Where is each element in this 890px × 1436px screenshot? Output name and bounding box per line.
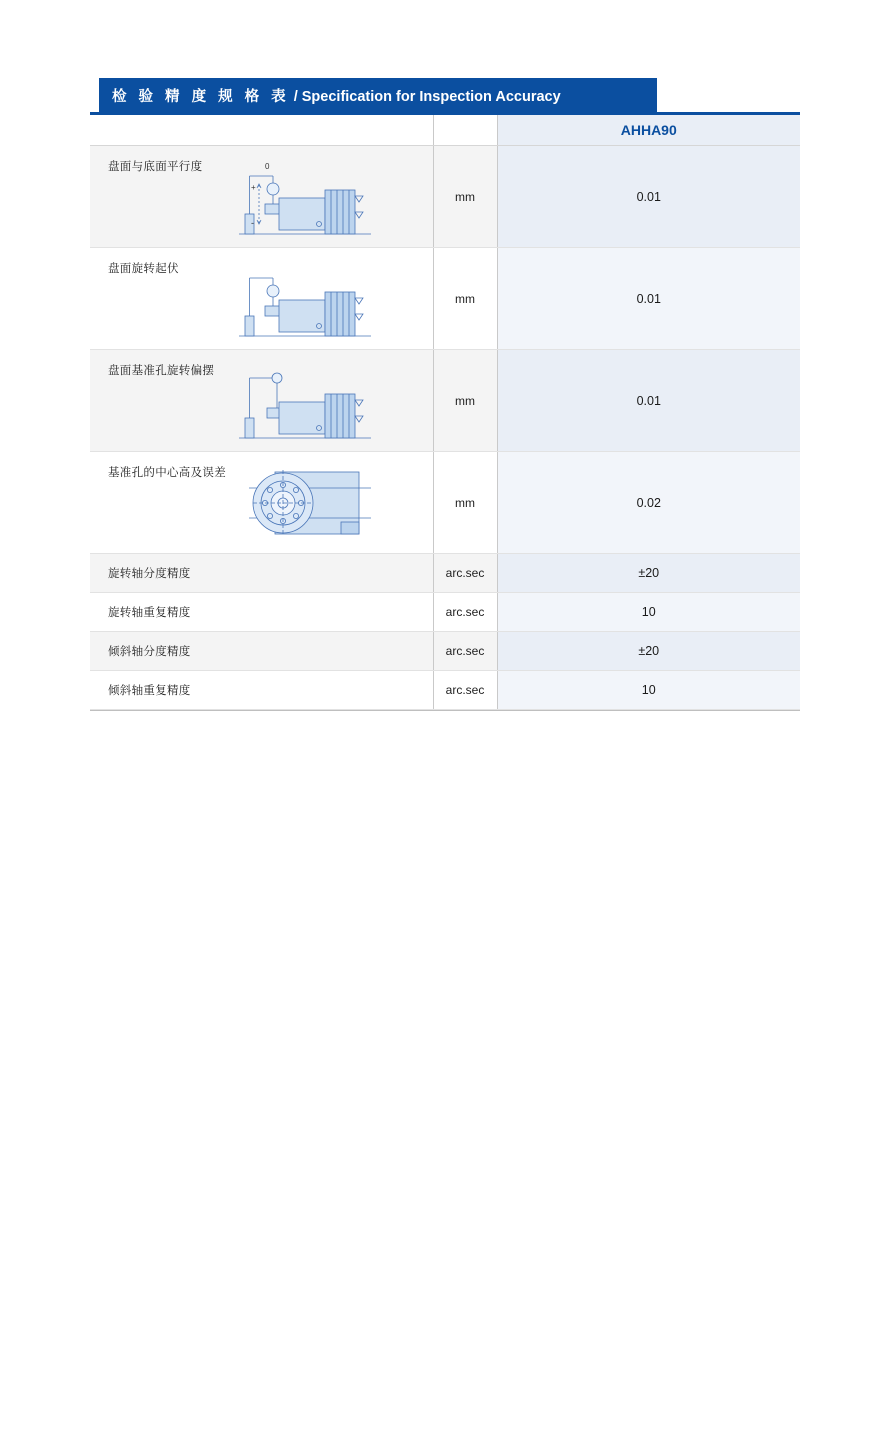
row-value-cell: 0.01 xyxy=(497,146,800,248)
section-title-bar xyxy=(90,78,657,112)
row-value-cell: 0.01 xyxy=(497,248,800,350)
row-item-cell xyxy=(90,452,433,554)
row-value-cell: 0.02 xyxy=(497,452,800,554)
figure-zero-label: 0 xyxy=(264,162,269,171)
page-title xyxy=(112,85,561,106)
row-value-cell: ±20 xyxy=(497,554,800,593)
figure-plus-label: + xyxy=(250,183,256,192)
header-item-cell xyxy=(90,115,433,146)
row-unit-cell: arc.sec xyxy=(433,593,497,632)
row-item-label: 盘面基准孔旋转偏摆 xyxy=(108,365,215,377)
row-item-label: 基准孔的中心高及误差 xyxy=(108,467,226,479)
row-item-cell xyxy=(90,671,433,710)
table-header-row xyxy=(90,115,800,146)
row-item-label: 倾斜轴重复精度 xyxy=(108,685,191,697)
table-row xyxy=(90,452,800,554)
page-title-separator: / xyxy=(289,88,302,105)
row-unit-cell: mm xyxy=(433,350,497,452)
row-item-label: 旋转轴重复精度 xyxy=(108,607,191,619)
row-item-cell xyxy=(90,248,433,350)
spec-sheet xyxy=(90,78,800,711)
dial-gauge-side-view-icon xyxy=(235,160,375,244)
table-row xyxy=(90,632,800,671)
table-row xyxy=(90,350,800,452)
row-value-cell: ±20 xyxy=(497,632,800,671)
table-row xyxy=(90,146,800,248)
table-bottom-rule xyxy=(90,710,800,711)
row-value-cell: 10 xyxy=(497,593,800,632)
table-row xyxy=(90,593,800,632)
table-row xyxy=(90,554,800,593)
row-unit-cell: arc.sec xyxy=(433,554,497,593)
page-title-en: Specification for Inspection Accuracy xyxy=(301,88,561,105)
row-value-cell: 0.01 xyxy=(497,350,800,452)
row-item-cell xyxy=(90,146,433,248)
row-unit-cell: mm xyxy=(433,452,497,554)
page-title-cn: 检 验 精 度 规 格 表 xyxy=(112,88,290,105)
row-item-label: 倾斜轴分度精度 xyxy=(108,646,191,658)
faceplate-front-view-icon xyxy=(241,462,381,546)
title-accent-block xyxy=(90,78,99,112)
row-unit-cell: arc.sec xyxy=(433,671,497,710)
row-item-label: 旋转轴分度精度 xyxy=(108,568,191,580)
table-row xyxy=(90,671,800,710)
row-item-label: 盘面与底面平行度 xyxy=(108,161,203,173)
row-item-cell xyxy=(90,554,433,593)
header-unit-cell xyxy=(433,115,497,146)
row-unit-cell: mm xyxy=(433,248,497,350)
figure-minus-label: - xyxy=(250,218,254,228)
dial-gauge-side-view-icon xyxy=(235,262,375,346)
row-unit-cell: mm xyxy=(433,146,497,248)
row-value-cell: 10 xyxy=(497,671,800,710)
header-model-cell: AHHA90 xyxy=(497,115,800,146)
table-row xyxy=(90,248,800,350)
dial-gauge-side-view-icon xyxy=(235,364,375,448)
row-item-cell xyxy=(90,632,433,671)
row-item-cell xyxy=(90,350,433,452)
row-item-cell xyxy=(90,593,433,632)
inspection-accuracy-table xyxy=(90,115,800,710)
row-item-label: 盘面旋转起伏 xyxy=(108,263,179,275)
row-unit-cell: arc.sec xyxy=(433,632,497,671)
